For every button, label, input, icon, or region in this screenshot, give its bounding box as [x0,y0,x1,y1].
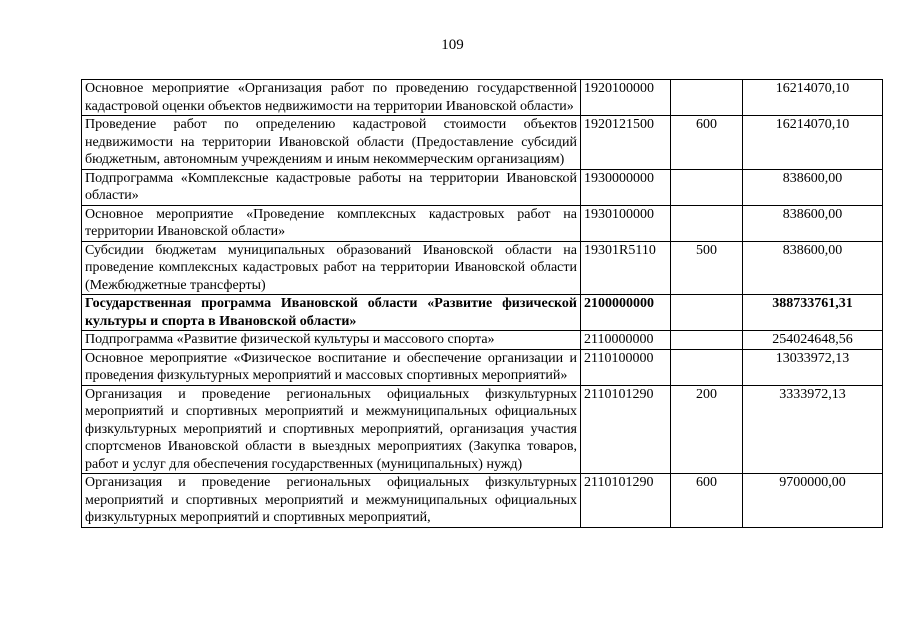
table-row [82,116,883,170]
row-code: 2110101290 [581,385,671,474]
table-row [82,474,883,528]
table-row [82,349,883,385]
row-type [671,349,743,385]
row-code: 2110000000 [581,331,671,350]
row-name: Государственная программа Ивановской области «Развитие физической культуры и спорта в Ивановской области» [82,295,581,331]
row-sum: 9700000,00 [743,474,883,528]
row-sum: 838600,00 [743,169,883,205]
table-row [82,241,883,295]
row-name: Организация и проведение региональных официальных физкультурных мероприятий и спортивных мероприятий и межмуниципальных официальных физкультурных мероприятий и спортивных мероприятий, организация участия спортсменов Ивановской области в выездных мероприятиях (Закупка товаров, работ и услуг для обеспечения государственных (муниципальных) нужд) [82,385,581,474]
row-code: 19301R5110 [581,241,671,295]
row-name: Основное мероприятие «Проведение комплексных кадастровых работ на территории Ивановской области» [82,205,581,241]
row-sum: 3333972,13 [743,385,883,474]
row-name: Подпрограмма «Комплексные кадастровые работы на территории Ивановской области» [82,169,581,205]
row-code: 1930000000 [581,169,671,205]
row-code: 2110100000 [581,349,671,385]
table-row [82,205,883,241]
row-type: 200 [671,385,743,474]
page-number: 109 [441,37,464,53]
row-name: Организация и проведение региональных официальных физкультурных мероприятий и спортивных мероприятий и межмуниципальных официальных физкультурных мероприятий и спортивных мероприятий, [82,474,581,528]
row-type [671,80,743,116]
row-type [671,205,743,241]
row-sum: 254024648,56 [743,331,883,350]
table-row [82,80,883,116]
budget-table [81,79,883,528]
row-name: Основное мероприятие «Физическое воспитание и обеспечение организации и проведения физкультурных мероприятий и массовых спортивных мероприятий» [82,349,581,385]
row-code: 2110101290 [581,474,671,528]
row-type [671,331,743,350]
row-code: 1920100000 [581,80,671,116]
row-sum: 838600,00 [743,241,883,295]
row-type [671,169,743,205]
table-row-program [82,295,883,331]
row-sum: 388733761,31 [743,295,883,331]
row-type: 600 [671,116,743,170]
row-name: Основное мероприятие «Организация работ по проведению государственной кадастровой оценки объектов недвижимости на территории Ивановской области» [82,80,581,116]
row-code: 1930100000 [581,205,671,241]
budget-table-body [82,80,883,528]
row-name: Проведение работ по определению кадастровой стоимости объектов недвижимости на территории Ивановской области (Предоставление субсидий бюджетным, автономным учреждениям и иным некоммерческим организациям) [82,116,581,170]
row-sum: 838600,00 [743,205,883,241]
row-sum: 13033972,13 [743,349,883,385]
row-code: 2100000000 [581,295,671,331]
table-row [82,385,883,474]
table-row [82,331,883,350]
table-row [82,169,883,205]
row-code: 1920121500 [581,116,671,170]
row-sum: 16214070,10 [743,80,883,116]
row-name: Подпрограмма «Развитие физической культуры и массового спорта» [82,331,581,350]
row-sum: 16214070,10 [743,116,883,170]
row-type: 500 [671,241,743,295]
row-type: 600 [671,474,743,528]
row-type [671,295,743,331]
row-name: Субсидии бюджетам муниципальных образований Ивановской области на проведение комплексных кадастровых работ на территории Ивановской области (Межбюджетные трансферты) [82,241,581,295]
